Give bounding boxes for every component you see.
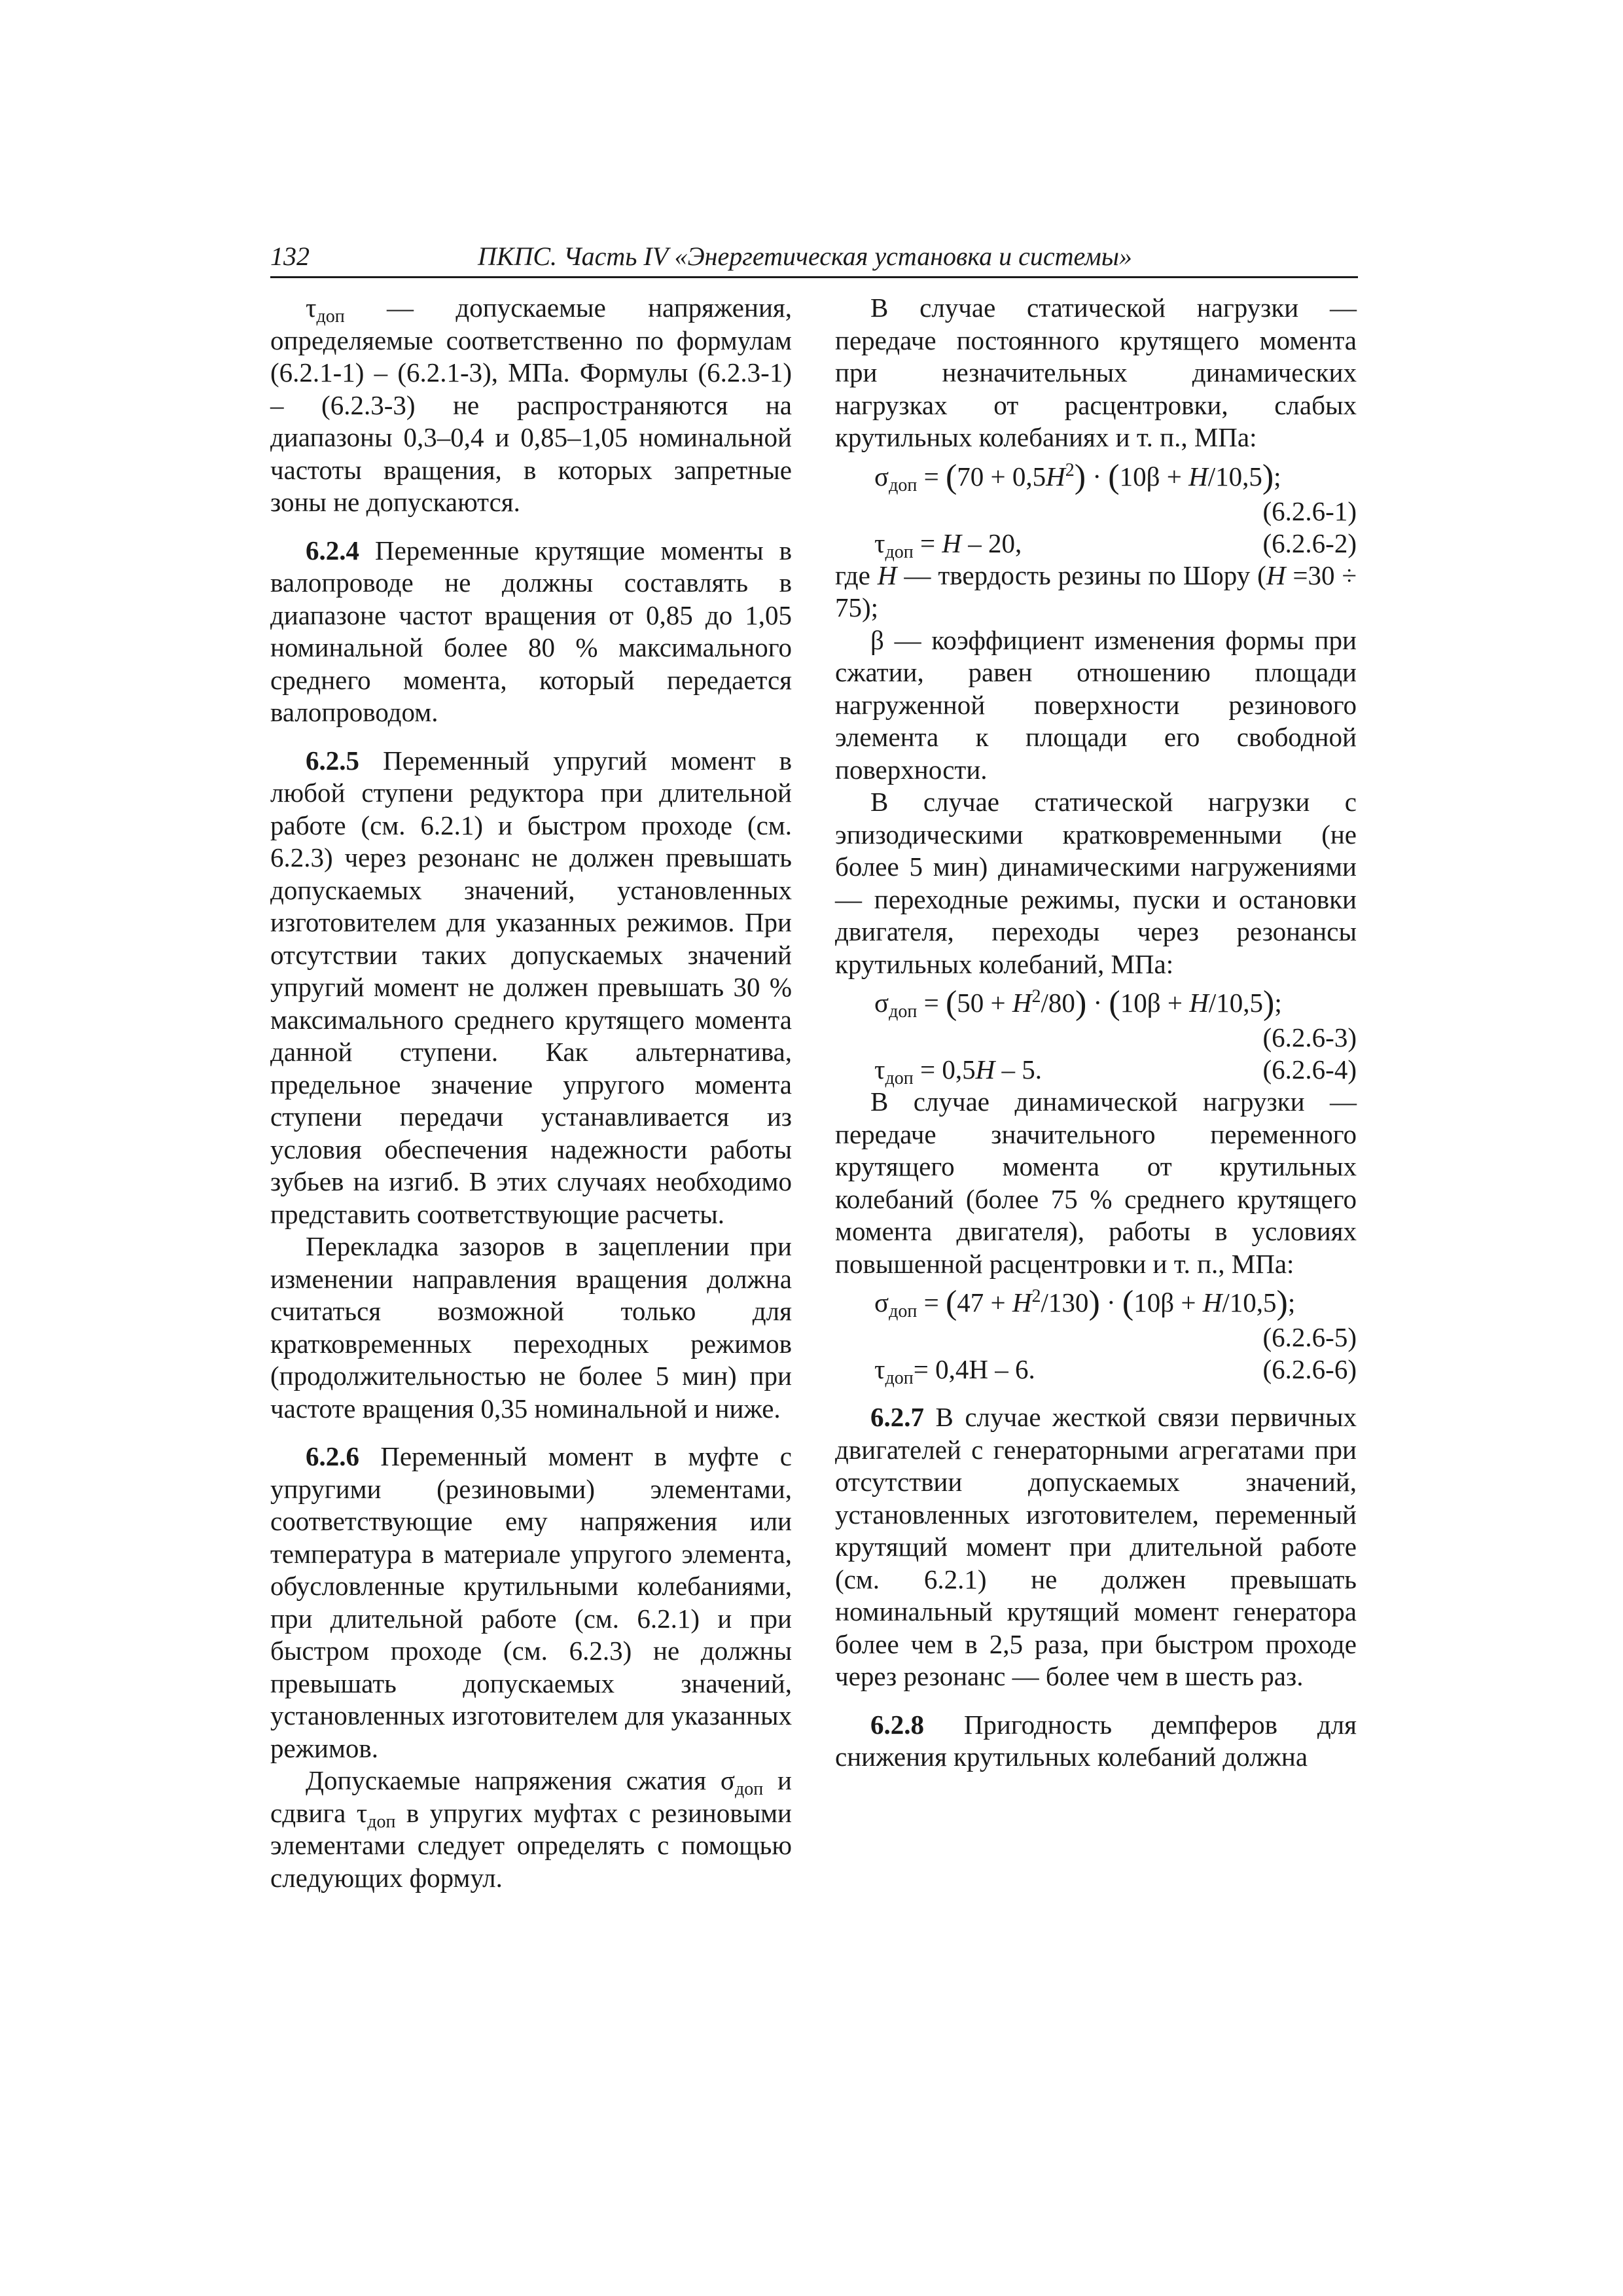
paragraph-6-2-4: 6.2.4 Переменные крутящие моменты в валопроводе не должны составлять в диапазоне частот вращения от 0,85 до 1,05 номинальной более 80 % максимального среднего момента, который передается валопроводом. [270, 535, 792, 727]
formula-6-2-6-5: $\sigma_{доп} = (47 + H^2/130) \cdot (10\beta + H/10,5)$; [874, 1284, 1296, 1321]
right-column [835, 292, 1357, 1774]
paragraph-gear-backlash: Перекладка зазоров в зацеплении при изменении направления вращения должна считаться возможной только для кратковременных переходных режимов (продолжительностью не более 5 мин) при частоте вращения 0,35 номинальной и ниже. [270, 1231, 792, 1424]
paragraph-6-2-6: 6.2.6 Переменный момент в муфте с упругими (резиновыми) элементами, соответствующие ему напряжения или температура в материале упругого элемента, обусловленные крутильными колебаниями, при длительной работе (см. 6.2.1) и при быстром проходе (см. 6.2.3) не должны превышать допускаемых значений, установленных изготовителем для указанных режимов. [270, 1441, 792, 1763]
formula-6-2-6-1: $\sigma_{доп} = (70 + 0,5H^2) \cdot (10\beta + H/10,5)$; [874, 457, 1281, 495]
left-column [270, 292, 792, 1894]
paragraph-6-2-8: 6.2.8 Пригодность демпферов для снижения крутильных колебаний должна [835, 1709, 1357, 1772]
formula-6-2-6-3: $\sigma_{доп} = (50 + H^2/80) \cdot (10\beta + H/10,5)$; [874, 984, 1282, 1022]
paragraph-allowable-stresses: Допускаемые напряжения сжатия $\sigma_{доп}$ и сдвига $\tau_{доп}$ в упругих муфтах с резиновыми элементами следует определять с помощью следующих формул. [270, 1765, 793, 1893]
clause-number: 6.2.5 [306, 745, 359, 776]
paragraph-episodic-load: В случае статической нагрузки с эпизодическими кратковременными (не более 5 мин) динамическими нагружениями — переходные режимы, пуски и остановки двигателя, переходы через резонансы крутильных колебаний, МПа: [835, 787, 1357, 979]
equation-number-row [835, 495, 1357, 528]
page-number: 132 [270, 242, 310, 271]
equation-number-row [835, 1321, 1357, 1354]
paragraph-6-2-7: 6.2.7 В случае жесткой связи первичных двигателей с генераторными агрегатами при отсутствии допускаемых значений, установленных изготовителем, переменный крутящий момент при длительной работе (см. 6.2.1) не должен превышать номинальный крутящий момент генератора более чем в 2,5 раза, при быстром проходе через резонанс — более чем в шесть раз. [835, 1402, 1357, 1691]
equation-number: (6.2.6-5) [1262, 1322, 1357, 1352]
equation-number-row [835, 1022, 1357, 1054]
formula-6-2-6-6: $\tau_{доп}= 0,4Н - 6$. (6.2.6-6) [874, 1354, 1357, 1388]
paragraph-beta-definition: β — коэффициент изменения формы при сжатии, равен отношению площади нагруженной поверхности резинового элемента к площади его свободной поверхности. [835, 624, 1357, 785]
paragraph-6-2-5: 6.2.5 Переменный упругий момент в любой ступени редуктора при длительной работе (см. 6.2.1) и быстром проходе (см. 6.2.3) через резонанс не должен превышать допускаемых значений, установленных изготовителем для указанных режимов. При отсутствии таких допускаемых значений упругий момент не должен превышать 30 % максимального среднего крутящего момента данной ступени. Как альтернатива, предельное значение упругого момента ступени передачи устанавливается из условия обеспечения надежности работы зубьев на изгиб. В этих случаях необходимо представить соответствующие расчеты. [270, 745, 792, 1229]
running-title: ПКПС. Часть IV «Энергетическая установка и системы» [478, 242, 1132, 271]
running-header [270, 237, 1358, 278]
paragraph-dynamic-load: В случае динамической нагрузки — передаче значительного переменного крутящего момента от крутильных колебаний (более 75 % среднего крутящего момента двигателя), работы в условиях повышенной расцентровки и т. п., МПа: [835, 1086, 1357, 1279]
clause-number: 6.2.8 [870, 1709, 924, 1740]
formula-6-2-6-2: $\tau_{доп} = H - 20$, (6.2.6-2) [874, 528, 1357, 562]
formula-6-2-6-4: $\tau_{доп} = 0,5H - 5$. (6.2.6-4) [874, 1054, 1357, 1088]
paragraph-where-h: где H — твердость резины по Шору (H =30 ÷ 75); [835, 560, 1357, 622]
equation-number: (6.2.6-1) [1262, 495, 1357, 526]
clause-number: 6.2.7 [870, 1402, 924, 1432]
equation-number: (6.2.6-6) [1262, 1354, 1357, 1384]
equation-number: (6.2.6-3) [1262, 1022, 1357, 1052]
paragraph-static-load: В случае статической нагрузки — передаче постоянного крутящего момента при незначительных динамических нагрузках от расцентровки, слабых крутильных колебаниях и т. п., МПа: [835, 293, 1357, 452]
clause-number: 6.2.4 [306, 535, 359, 565]
equation-number: (6.2.6-2) [1262, 528, 1357, 558]
paragraph-tau-definition: $\tau_{доп}$ — допускаемые напряжения, определяемые соответственно по формулам (6.2.1-1) – (6.2.1-3), МПа. Формулы (6.2.3-1) – (6.2.3-3) не распространяются на диапазоны 0,3–0,4 и 0,85–1,05 номинальной частоты вращения, в которых запретные зоны не допускаются. [270, 293, 792, 517]
equation-number: (6.2.6-4) [1262, 1054, 1357, 1085]
clause-number: 6.2.6 [306, 1441, 359, 1471]
